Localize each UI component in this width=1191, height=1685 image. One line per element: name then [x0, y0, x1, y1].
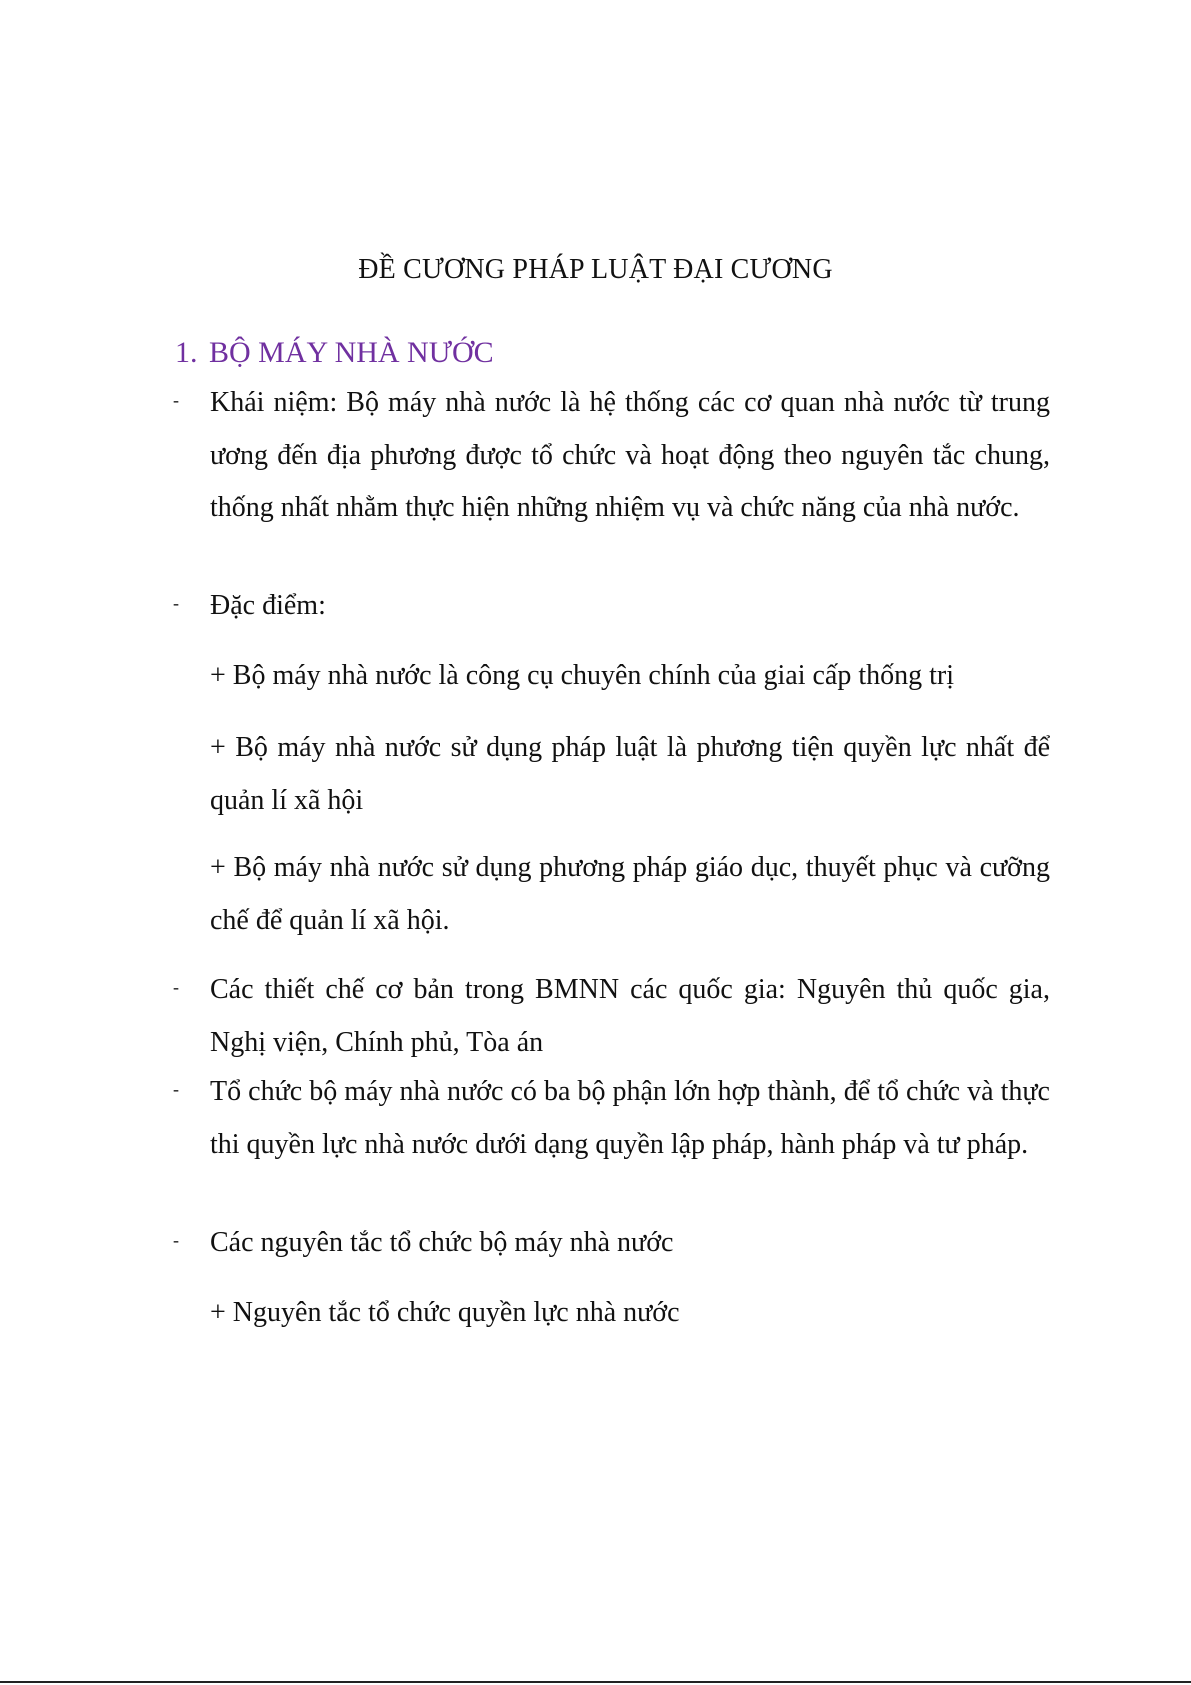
- bullet-dash: -: [173, 390, 179, 410]
- bullet-dash: -: [173, 977, 179, 997]
- section-heading: [175, 336, 494, 370]
- paragraph-dac-diem: Đặc điểm:: [210, 590, 326, 621]
- paragraph-to-chuc: Tổ chức bộ máy nhà nước có ba bộ phận lớn hợp thành, để tổ chức và thực thi quyền lực nhà nước dưới dạng quyền lập pháp, hành pháp và tư pháp.: [210, 1076, 1050, 1160]
- bullet-dash: -: [173, 1230, 179, 1250]
- document-title: ĐỀ CƯƠNG PHÁP LUẬT ĐẠI CƯƠNG: [358, 254, 833, 285]
- paragraph-thiet-che: Các thiết chế cơ bản trong BMNN các quốc gia: Nguyên thủ quốc gia, Nghị viện, Chính phủ, Tòa án: [210, 974, 1050, 1058]
- paragraph-dac-diem-2: + Bộ máy nhà nước sử dụng pháp luật là phương tiện quyền lực nhất để quản lí xã hội: [210, 732, 1050, 816]
- paragraph-nguyen-tac-1: + Nguyên tắc tổ chức quyền lực nhà nước: [210, 1297, 680, 1328]
- bottom-rule: [0, 1681, 1191, 1683]
- paragraph-nguyen-tac: Các nguyên tắc tổ chức bộ máy nhà nước: [210, 1227, 674, 1258]
- bullet-dash: -: [173, 593, 179, 613]
- paragraph-dac-diem-3: + Bộ máy nhà nước sử dụng phương pháp giáo dục, thuyết phục và cưỡng chế để quản lí xã hội.: [210, 852, 1050, 936]
- paragraph-dac-diem-1: + Bộ máy nhà nước là công cụ chuyên chính của giai cấp thống trị: [210, 660, 954, 691]
- paragraph-khai-niem: Khái niệm: Bộ máy nhà nước là hệ thống các cơ quan nhà nước từ trung ương đến địa phương được tổ chức và hoạt động theo nguyên tắc chung, thống nhất nhằm thực hiện những nhiệm vụ và chức năng của nhà nước.: [210, 387, 1050, 523]
- bullet-dash: -: [173, 1079, 179, 1099]
- section-number: 1.: [175, 336, 198, 369]
- section-heading-text: BỘ MÁY NHÀ NƯỚC: [209, 336, 494, 369]
